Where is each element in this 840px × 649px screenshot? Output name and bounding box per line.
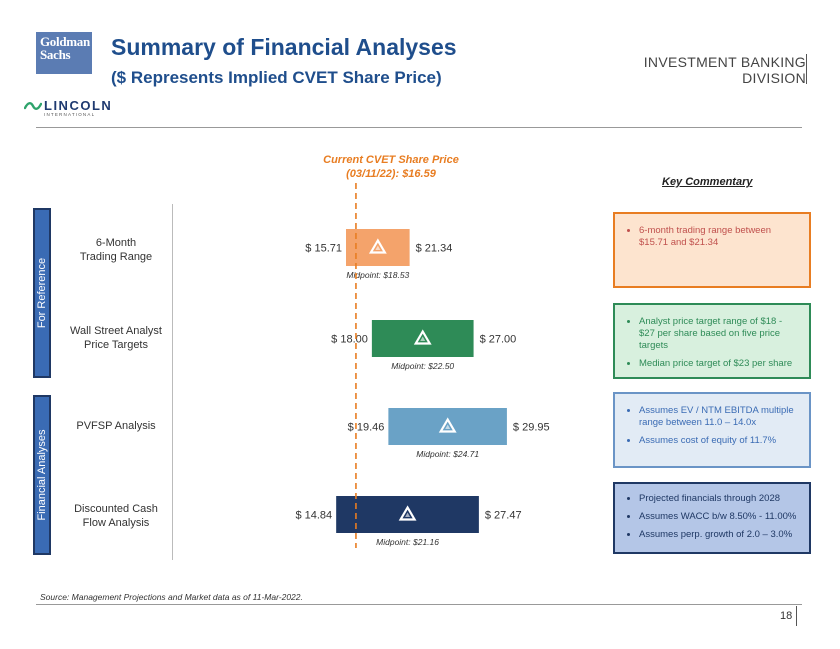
footer-divider <box>36 604 802 605</box>
lincoln-wordmark: LINCOLN <box>44 98 113 113</box>
division-line2: DIVISION <box>742 70 806 86</box>
row-label-line: PVFSP Analysis <box>76 420 156 432</box>
lincoln-subtext: INTERNATIONAL <box>44 112 96 117</box>
commentary-item: • Assumes WACC b/w 8.50% - 11.00% <box>639 510 799 523</box>
row-label-line: Trading Range <box>79 251 153 263</box>
commentary-box-dcf <box>613 482 811 554</box>
midpoint-label: Midpoint: $24.71 <box>416 449 480 459</box>
midpoint-label: Midpoint: $22.50 <box>391 361 455 371</box>
high-value-label: $ 29.95 <box>512 421 550 434</box>
high-value-label: $ 27.00 <box>479 333 517 346</box>
commentary-item: • Assumes cost of equity of 11.7% <box>639 434 799 447</box>
side-label-reference: For Reference <box>36 257 48 329</box>
logo-line1: Goldman <box>40 34 90 49</box>
commentary-box-analyst-targets <box>613 303 811 379</box>
row-label-line: Discounted Cash <box>74 503 158 515</box>
row-label-line: 6-Month <box>95 237 137 249</box>
commentary-box-trading-range <box>613 212 811 288</box>
commentary-item: • Median price target of $23 per share <box>639 357 799 370</box>
commentary-item: • Assumes EV / NTM EBITDA multiple range between 11.0 – 14.0x <box>639 404 799 429</box>
commentary-box-pvfsp <box>613 392 811 468</box>
current-price-line2: (03/11/22): $16.59 <box>346 168 436 180</box>
row-label-line: Flow Analysis <box>82 517 150 529</box>
source-note: Source: Management Projections and Market data as of 11-Mar-2022. <box>40 592 303 602</box>
midpoint-label: Midpoint: $18.53 <box>346 270 410 280</box>
current-price-line1: Current CVET Share Price <box>323 154 459 166</box>
commentary-item: • Analyst price target range of $18 - $27 per share based on five price targets <box>639 315 799 352</box>
logo-line2: Sachs <box>40 47 71 62</box>
side-label-analyses: Financial Analyses <box>36 429 48 521</box>
row-label-line: Price Targets <box>84 339 148 351</box>
high-value-label: $ 27.47 <box>484 509 522 522</box>
low-value-label: $ 18.00 <box>331 333 368 346</box>
commentary-item: • 6-month trading range between $15.71 and $21.34 <box>639 224 799 249</box>
page-title: Summary of Financial Analyses <box>111 34 457 60</box>
low-value-label: $ 15.71 <box>305 242 342 255</box>
page-number-divider <box>796 606 797 626</box>
low-value-label: $ 14.84 <box>295 509 333 522</box>
page-number: 18 <box>780 610 793 622</box>
key-commentary-title: Key Commentary <box>662 176 753 188</box>
high-value-label: $ 21.34 <box>415 242 453 255</box>
commentary-item: • Assumes perp. growth of 2.0 – 3.0% <box>639 528 799 541</box>
low-value-label: $ 19.46 <box>347 421 385 434</box>
page-subtitle: ($ Represents Implied CVET Share Price) <box>111 68 442 87</box>
midpoint-label: Midpoint: $21.16 <box>376 537 440 547</box>
division-line1: INVESTMENT BANKING <box>643 54 806 70</box>
commentary-item: • Projected financials through 2028 <box>639 492 799 505</box>
row-label-line: Wall Street Analyst <box>70 325 162 337</box>
